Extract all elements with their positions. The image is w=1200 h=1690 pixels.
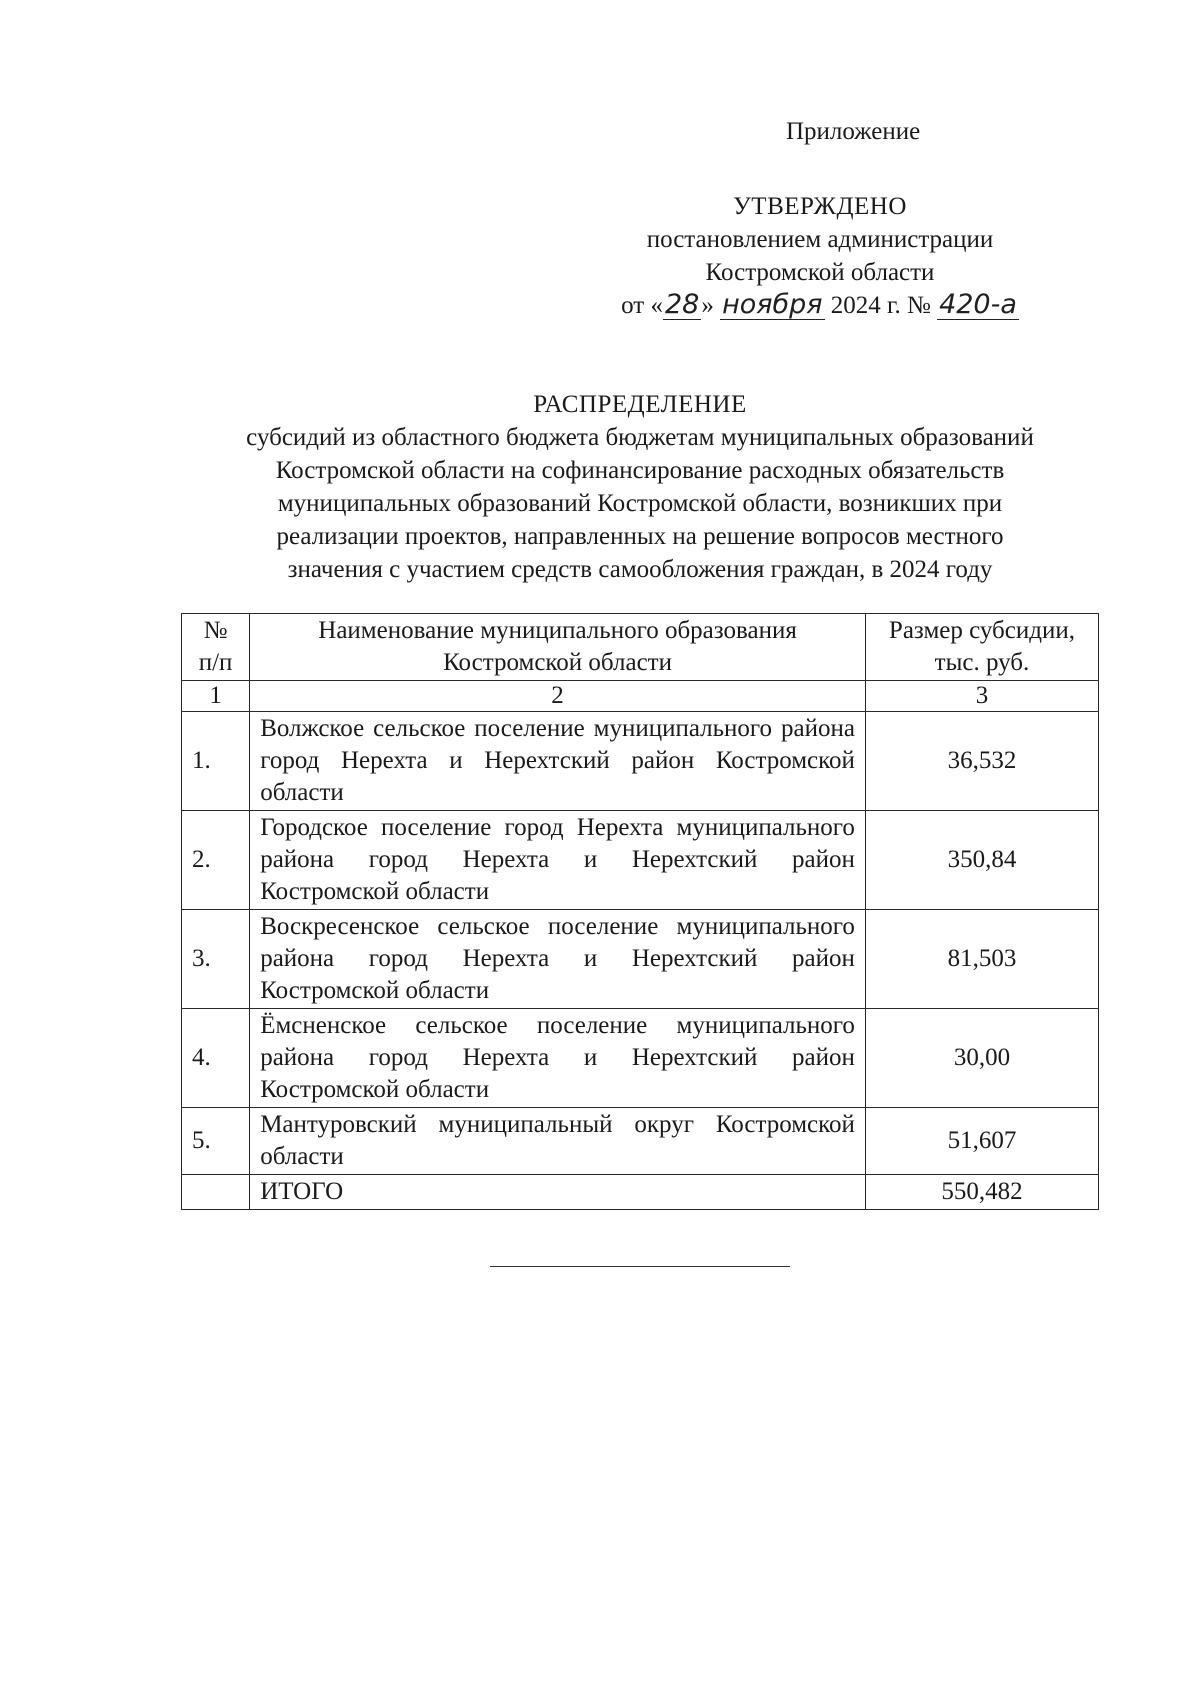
row-name: Мантуровский муниципальный округ Костромской области [250, 1108, 866, 1175]
date-year: 2024 г. № [830, 292, 931, 319]
row-number: 4. [182, 1009, 250, 1108]
table-index-row [182, 681, 1099, 712]
table-total-row [182, 1175, 1099, 1210]
date-day: 28 [664, 289, 700, 320]
date-month: ноября [722, 289, 823, 320]
date-mid: » [701, 292, 714, 319]
total-number [182, 1175, 250, 1210]
document-title [140, 388, 1140, 586]
title-line-2: Костромской области на софинансирование расходных обязательств [275, 457, 1005, 484]
end-divider [490, 1266, 790, 1267]
header-number: № п/п [182, 614, 250, 681]
total-value: 550,482 [865, 1175, 1098, 1210]
row-name: Воскресенское сельское поселение муниципального района город Нерехта и Нерехтский район Костромской области [250, 910, 866, 1009]
header-subsidy: Размер субсидии, тыс. руб. [865, 614, 1098, 681]
approval-heading: УТВЕРЖДЕНО [733, 193, 907, 220]
index-cell-3: 3 [865, 681, 1098, 712]
title-line-1: субсидий из областного бюджета бюджетам муниципальных образований [246, 424, 1034, 451]
row-value: 81,503 [865, 910, 1098, 1009]
appendix-label: Приложение [786, 118, 921, 145]
document-number: 420-а [939, 289, 1017, 320]
date-prefix: от « [621, 292, 663, 319]
approval-line-2: Костромской области [705, 259, 935, 286]
row-number: 5. [182, 1108, 250, 1175]
approval-block [560, 190, 1080, 322]
approval-date-line [560, 289, 1080, 322]
title-heading: РАСПРЕДЕЛЕНИЕ [533, 391, 747, 418]
row-value: 30,00 [865, 1009, 1098, 1108]
header-name: Наименование муниципального образования Костромской области [250, 614, 866, 681]
row-number: 3. [182, 910, 250, 1009]
table-header-row [182, 614, 1099, 681]
row-value: 36,532 [865, 712, 1098, 811]
row-name: Городское поселение город Нерехта муниципального района город Нерехта и Нерехтский район Костромской области [250, 811, 866, 910]
title-line-5: значения с участием средств самообложения граждан, в 2024 году [287, 556, 993, 583]
row-name: Волжское сельское поселение муниципального района город Нерехта и Нерехтский район Костромской области [250, 712, 866, 811]
row-value: 51,607 [865, 1108, 1098, 1175]
row-value: 350,84 [865, 811, 1098, 910]
index-cell-2: 2 [250, 681, 866, 712]
approval-line-1: постановлением администрации [646, 226, 994, 253]
table-row [182, 811, 1099, 910]
title-line-4: реализации проектов, направленных на решение вопросов местного [276, 523, 1004, 550]
row-number: 2. [182, 811, 250, 910]
index-cell-1: 1 [182, 681, 250, 712]
distribution-table [181, 613, 1099, 1210]
title-line-3: муниципальных образований Костромской области, возникших при [277, 490, 1003, 517]
row-name: Ёмсненское сельское поселение муниципального района город Нерехта и Нерехтский район Костромской области [250, 1009, 866, 1108]
row-number: 1. [182, 712, 250, 811]
table-row [182, 910, 1099, 1009]
table-row [182, 1009, 1099, 1108]
table-row [182, 712, 1099, 811]
table-row [182, 1108, 1099, 1175]
total-label: ИТОГО [250, 1175, 866, 1210]
